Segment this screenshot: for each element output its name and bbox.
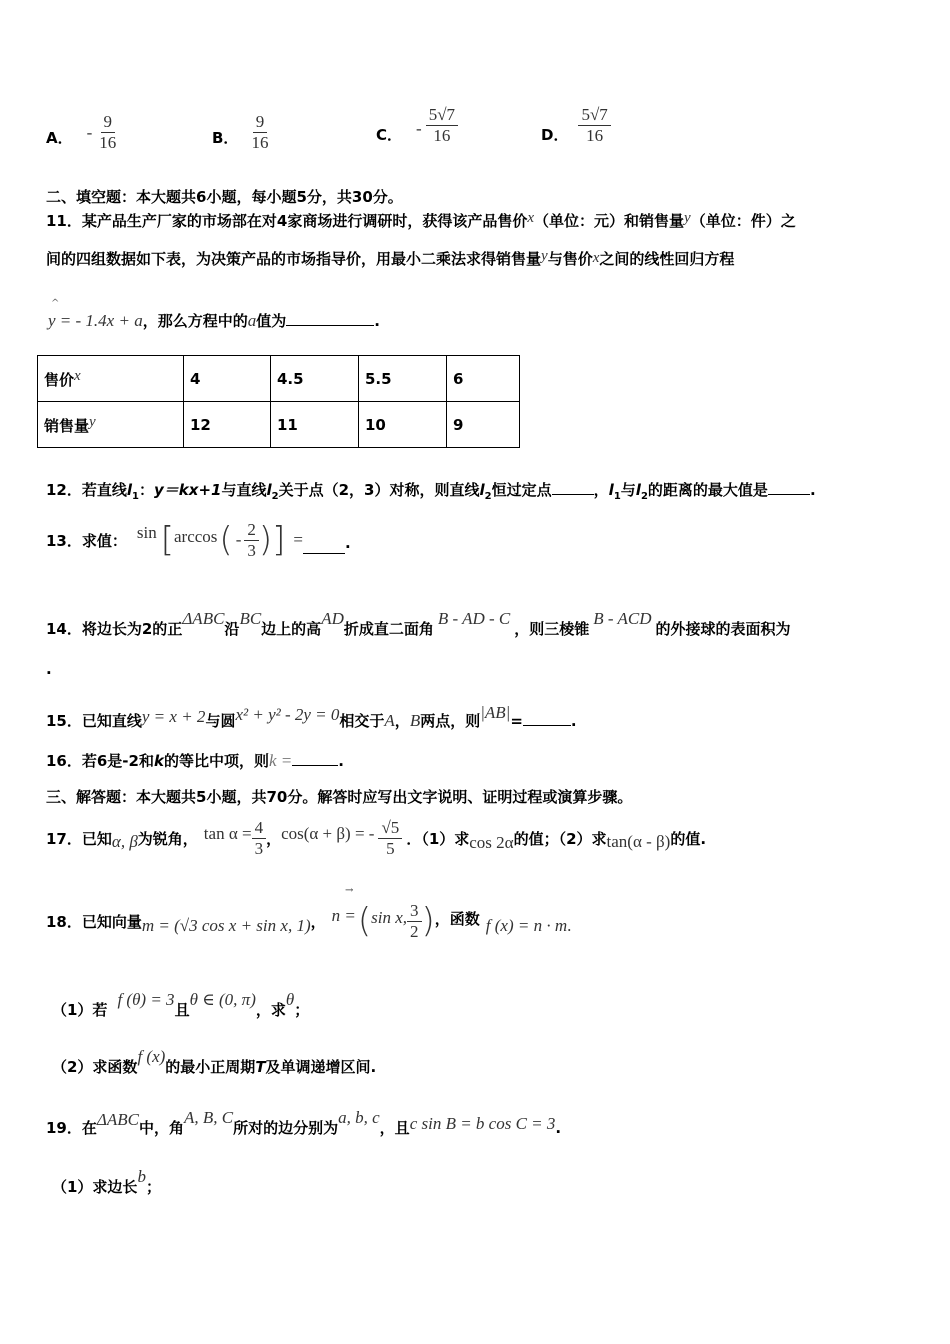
choice-c-fraction [426, 105, 458, 146]
choice-b-fraction [248, 112, 271, 153]
q12-l2c: l [635, 481, 641, 499]
choice-d-den: 16 [586, 126, 604, 145]
q18-num: 3 [407, 901, 422, 922]
q12-text-e: 恒过定点 [491, 481, 552, 499]
q12-sub2c: 2 [640, 491, 648, 502]
q18-den: 2 [410, 921, 419, 941]
q18-c: ，函数 [434, 909, 480, 928]
q14-d: 折成直二面角 [343, 620, 434, 638]
q17-tan-num: 4 [252, 818, 267, 839]
q17-tan-den: 3 [254, 838, 264, 858]
q18-p2-b: 的最小正周期 [165, 1058, 256, 1076]
q13-right-bracket: ] [272, 520, 286, 560]
q14-ad: AD [321, 609, 344, 628]
q16-answer-blank [292, 751, 338, 766]
q11-answer-blank [286, 311, 374, 326]
section-2-heading: 二、填空题：本大题共6小题，每小题5分，共30分。 [46, 188, 403, 206]
q17-cos: cos(α + β) = - [281, 824, 375, 843]
table-header-price [38, 356, 184, 402]
q17-tan-fraction [252, 818, 267, 859]
q17-number: 17． [46, 829, 82, 848]
table-row [38, 356, 520, 402]
q13-arccos: arccos [174, 527, 218, 546]
q11-var-x: x [527, 210, 534, 226]
q12-l2b: l [479, 481, 485, 499]
q13-eq: = [293, 530, 303, 549]
q14-number: 14． [46, 620, 82, 638]
q11-line2-a: 间的四组数据如下表，为决策产品的市场指导价，用最小二乘法求得销售量 [46, 250, 542, 268]
q18-dot: . [567, 916, 572, 935]
q12-sub2: 2 [271, 491, 279, 502]
q17-d: ．（1）求 [406, 829, 470, 848]
q19-number: 19． [46, 1119, 82, 1137]
q18-b: ， [310, 912, 326, 931]
q12-sub1b: 1 [613, 491, 621, 502]
q15-a: 已知直线 [81, 712, 142, 730]
q12-text-g: 与 [620, 481, 636, 499]
q14-f: 的外接球的表面积为 [655, 620, 791, 638]
q18 [46, 893, 571, 949]
q19-triangle: ΔABC [96, 1110, 139, 1129]
q18-right-paren: ) [421, 901, 435, 941]
table-cell: 4.5 [271, 356, 359, 402]
q15-number: 15． [46, 712, 82, 730]
q14-triangle: ΔABC [182, 609, 225, 628]
q11-var-a: a [247, 311, 257, 330]
choice-c-den: 16 [433, 126, 451, 145]
q17-b: 为锐角， [137, 829, 198, 848]
choice-a-fraction [96, 112, 119, 153]
q11-line2 [46, 248, 734, 269]
q14-c: 边上的高 [261, 620, 322, 638]
q13 [46, 512, 351, 568]
q17-cos-num: √5 [378, 818, 402, 839]
q12-text-a: 若直线 [81, 481, 127, 499]
table-header-price-var: x [74, 367, 81, 384]
choice-c-num: 5√7 [426, 105, 458, 126]
q12 [46, 479, 816, 502]
q17 [46, 812, 706, 864]
choice-c-sign: - [416, 118, 422, 138]
q16-k: k [153, 752, 164, 770]
q11-line1-b: （单位：元）和销售量 [534, 212, 685, 230]
q19-c: 所对的边分别为 [233, 1119, 339, 1137]
choice-b-den: 16 [251, 133, 269, 152]
q19-d: ，且 [379, 1119, 410, 1137]
q17-c: ， [266, 829, 282, 848]
q13-answer-blank [303, 539, 345, 554]
q14-pyramid: B - ACD [593, 609, 652, 628]
q12-text-b: ： [139, 481, 155, 499]
q18-left-paren: ( [357, 901, 372, 941]
q14-end: . [46, 660, 52, 678]
q18-p2-f: f (x) [137, 1047, 166, 1066]
q16-keq: k = [268, 751, 293, 770]
q12-blank-1 [552, 480, 594, 495]
q14-dihedral: B - AD - C [437, 609, 511, 628]
q14-e: ，则三棱锥 [514, 620, 590, 638]
q17-a: 已知 [81, 829, 112, 848]
q12-text-c: 与直线 [221, 481, 267, 499]
q14-b: 沿 [224, 620, 240, 638]
table-cell: 9 [447, 402, 520, 448]
q15 [46, 693, 577, 741]
q15-point-b: B [409, 711, 421, 730]
table-header-sales [38, 402, 184, 448]
q15-e: 两点，则 [420, 712, 481, 730]
q18-vector-arrow: → [345, 885, 354, 896]
table-cell: 10 [359, 402, 447, 448]
table-header-sales-label: 销售量 [44, 416, 90, 435]
q13-left-bracket: [ [160, 520, 174, 560]
q18-p1-c: ，求 [255, 1001, 286, 1019]
table-cell: 4 [184, 356, 271, 402]
q15-d: ， [394, 712, 410, 730]
table-cell: 5.5 [359, 356, 447, 402]
q12-sub1: 1 [132, 491, 140, 502]
q18-p1-b: 且 [174, 1001, 190, 1019]
choice-c [376, 105, 458, 146]
q15-line: y = x + 2 [141, 707, 206, 726]
choice-a-num: 9 [101, 112, 116, 133]
q12-blank-2 [768, 480, 810, 495]
q12-text-h: 的距离的最大值是 [647, 481, 768, 499]
table-cell: 6 [447, 356, 520, 402]
q13-end: . [344, 534, 351, 552]
table-row [38, 402, 520, 448]
table-cell: 12 [184, 402, 271, 448]
q12-l2: l [266, 481, 272, 499]
q18-p1-theta: θ [285, 990, 295, 1009]
q18-part2 [52, 1037, 376, 1087]
q11-line1-c: （单位：件）之 [690, 212, 796, 230]
q19-part1 [52, 1157, 161, 1207]
q18-p1-in: θ ∈ (0, π) [189, 990, 256, 1009]
q12-end: . [809, 481, 816, 499]
q13-sign: - [235, 530, 242, 549]
q19-end: . [555, 1119, 562, 1137]
q12-text-d: 关于点（2，3）对称，则直线 [278, 481, 480, 499]
q18-p1-d: ； [294, 1001, 310, 1019]
q19-eq: c sin B = b cos C = 3 [409, 1114, 556, 1133]
q11-end: . [374, 312, 380, 330]
q18-number: 18． [46, 912, 82, 931]
q17-cos2a: cos 2α [469, 833, 514, 852]
q16-b: 的等比中项，则 [163, 752, 269, 770]
q19-sides: a, b, c [338, 1108, 380, 1127]
q19-p1-label: （1）求边长 [52, 1178, 138, 1196]
q12-text-f: ， [593, 481, 609, 499]
choice-b [212, 112, 271, 153]
q15-circle: x² + y² - 2y = 0 [235, 705, 340, 724]
choice-d-fraction [578, 105, 610, 146]
q18-fraction [407, 901, 422, 942]
q17-vars: α, β [111, 832, 138, 851]
q12-sub2b: 2 [484, 491, 492, 502]
q14-a: 将边长为2的正 [81, 620, 183, 638]
q14-bc: BC [239, 609, 262, 628]
q17-cos-den: 5 [386, 838, 395, 858]
q11-line2-b: 与售价 [547, 250, 593, 268]
q19 [46, 1098, 561, 1148]
q18-m: m = (√3 cos x + sin x, 1) [141, 916, 311, 935]
table-cell: 11 [271, 402, 359, 448]
q16-end: . [338, 752, 344, 770]
q15-c: 相交于 [339, 712, 385, 730]
choice-b-num: 9 [253, 112, 268, 133]
q13-right-paren: ) [258, 520, 273, 560]
q19-p1-b: b [137, 1167, 146, 1186]
q17-cos-fraction [378, 818, 402, 859]
q18-p2-label: （2）求函数 [52, 1058, 138, 1076]
q11-var-x2: x [592, 250, 600, 266]
q19-a: 在 [81, 1119, 97, 1137]
q17-e: 的值；（2）求 [513, 829, 607, 848]
q11-line1 [46, 210, 796, 231]
q13-sin: sin [136, 523, 157, 542]
q12-l1b: l [608, 481, 614, 499]
choice-d-num: 5√7 [578, 105, 610, 126]
q16 [46, 750, 344, 771]
choice-a-sign: - [86, 122, 93, 142]
q17-tanab: tan(α - β) [606, 832, 671, 851]
q18-n: n = [331, 906, 356, 925]
q13-num: 2 [244, 520, 259, 541]
q17-tan: tan α = [203, 824, 252, 843]
q15-f: = [510, 712, 523, 730]
q15-end: . [570, 712, 577, 730]
q18-nsin: sin x, [371, 908, 408, 927]
price-sales-table [37, 355, 520, 448]
q18-p2-T: T [255, 1058, 266, 1076]
q11-line2-c: 之间的线性回归方程 [599, 250, 735, 268]
q11-tail: 值为 [256, 312, 287, 330]
q11-line1-a: 某产品生产厂家的市场部在对4家商场进行调研时，获得该产品售价 [81, 212, 528, 230]
q18-p2-c: 及单调递增区间. [265, 1058, 377, 1076]
q11-hat: ^ [51, 298, 60, 309]
q11-eq-suffix: ，那么方程中的 [142, 312, 248, 330]
q14 [46, 596, 791, 652]
q13-fraction [244, 520, 259, 561]
choice-b-label: B． [212, 129, 239, 147]
q12-eq: y＝kx+1 [154, 481, 222, 499]
q15-b: 与圆 [205, 712, 236, 730]
q15-answer-blank [523, 711, 571, 726]
q13-den: 3 [247, 540, 256, 560]
q13-left-paren: ( [219, 520, 233, 560]
q11-equation: y = - 1.4x + a [48, 311, 143, 330]
q16-number: 16． [46, 752, 82, 770]
q18-p1-label: （1）若 [52, 1001, 108, 1019]
q17-f: 的值. [670, 829, 707, 848]
table-header-sales-var: y [89, 413, 96, 430]
q11-number: 11． [46, 212, 82, 230]
q12-number: 12． [46, 481, 82, 499]
q18-a: 已知向量 [81, 912, 142, 931]
q19-angles: A, B, C [184, 1108, 234, 1127]
q13-text: 求值： [81, 531, 127, 550]
choice-d [541, 105, 611, 146]
q15-ab: |AB| [480, 703, 511, 722]
q19-b: 中，角 [138, 1119, 184, 1137]
choice-a-den: 16 [99, 133, 117, 152]
q18-p1-eq: f (θ) = 3 [117, 990, 175, 1009]
table-header-price-label: 售价 [44, 370, 75, 389]
q16-a: 若6是-2和 [81, 752, 154, 770]
choice-a-label: A． [46, 129, 73, 147]
section-3-heading: 三、解答题：本大题共5小题，共70分。解答时应写出文字说明、证明过程或演算步骤。 [46, 788, 633, 806]
q18-part1 [52, 980, 309, 1030]
q11-var-y2: y [541, 248, 548, 264]
choice-d-label: D． [541, 126, 569, 144]
choice-c-label: C． [376, 126, 403, 144]
choice-a [46, 112, 119, 153]
q11-var-y: y [684, 210, 691, 226]
q19-p1-c: ； [145, 1178, 161, 1196]
q15-point-a: A [384, 711, 395, 730]
q11-line3 [48, 310, 380, 331]
q12-l1: l [126, 481, 133, 499]
q18-f: f (x) = n · m [485, 916, 568, 935]
q13-number: 13． [46, 531, 82, 550]
